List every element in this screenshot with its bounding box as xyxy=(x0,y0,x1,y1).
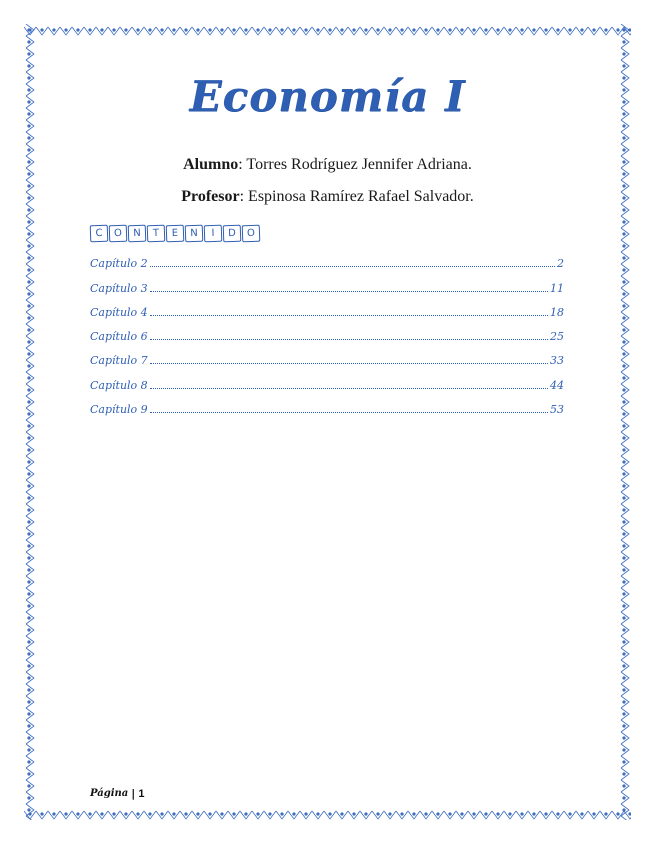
border-dot xyxy=(556,28,559,31)
border-dot xyxy=(544,812,547,815)
border-dot xyxy=(622,220,625,223)
border-dot xyxy=(622,760,625,763)
border-dot xyxy=(112,28,115,31)
border-zigzag-segment xyxy=(26,816,34,820)
contents-letter: I xyxy=(204,225,223,243)
border-dot xyxy=(400,28,403,31)
border-dot xyxy=(27,580,30,583)
border-dot xyxy=(148,812,151,815)
border-dot xyxy=(27,292,30,295)
toc-leader-dots xyxy=(150,338,548,340)
border-dot xyxy=(622,208,625,211)
border-dot xyxy=(27,124,30,127)
border-dot xyxy=(622,28,625,31)
border-dot xyxy=(64,812,67,815)
border-dot xyxy=(622,724,625,727)
border-dot xyxy=(424,28,427,31)
border-dot xyxy=(27,616,30,619)
border-dot xyxy=(622,364,625,367)
border-dot xyxy=(27,484,30,487)
student-name: : Torres Rodríguez Jennifer Adriana. xyxy=(238,156,472,173)
document-title: Economía I xyxy=(189,72,466,121)
toc-entry[interactable] xyxy=(90,295,564,319)
border-dot xyxy=(556,812,559,815)
border-dot xyxy=(622,736,625,739)
contents-letter: E xyxy=(166,225,185,243)
border-dot xyxy=(412,812,415,815)
border-dot xyxy=(622,796,625,799)
border-dot xyxy=(88,812,91,815)
border-dot xyxy=(622,352,625,355)
border-dot xyxy=(27,664,30,667)
contents-letter: C xyxy=(90,225,109,243)
border-dot xyxy=(472,28,475,31)
border-dot xyxy=(508,28,511,31)
border-dot xyxy=(622,640,625,643)
border-dot xyxy=(27,772,30,775)
border-dot xyxy=(622,544,625,547)
contents-letter: D xyxy=(223,225,242,243)
contents-letter: N xyxy=(185,225,204,243)
decorative-border-top xyxy=(24,24,631,36)
border-dot xyxy=(27,232,30,235)
border-dot xyxy=(64,28,67,31)
toc-entry-page: 18 xyxy=(550,305,564,319)
border-dot xyxy=(27,700,30,703)
border-dot xyxy=(27,208,30,211)
border-dot xyxy=(27,808,30,811)
border-dot xyxy=(268,28,271,31)
toc-entry[interactable] xyxy=(90,319,564,343)
contents-letter: N xyxy=(128,225,147,243)
border-dot xyxy=(532,812,535,815)
border-dot xyxy=(622,568,625,571)
border-dot xyxy=(448,812,451,815)
border-dot xyxy=(27,520,30,523)
border-dot xyxy=(268,812,271,815)
border-dot xyxy=(27,316,30,319)
border-dot xyxy=(208,28,211,31)
student-line xyxy=(0,156,655,174)
border-dot xyxy=(496,812,499,815)
border-dot xyxy=(622,484,625,487)
border-dot xyxy=(568,28,571,31)
page-footer xyxy=(90,787,144,800)
border-dot xyxy=(376,812,379,815)
border-pattern-icon xyxy=(619,24,631,820)
border-dot xyxy=(424,812,427,815)
border-dot xyxy=(592,812,595,815)
border-dot xyxy=(580,812,583,815)
border-dot xyxy=(622,628,625,631)
border-dot xyxy=(364,812,367,815)
border-dot xyxy=(460,28,463,31)
border-dot xyxy=(622,436,625,439)
border-dot xyxy=(208,812,211,815)
border-dot xyxy=(27,796,30,799)
border-dot xyxy=(622,604,625,607)
border-dot xyxy=(280,28,283,31)
border-dot xyxy=(136,28,139,31)
border-dot xyxy=(622,388,625,391)
border-dot xyxy=(622,244,625,247)
border-dot xyxy=(244,28,247,31)
border-dot xyxy=(622,292,625,295)
toc-leader-dots xyxy=(150,290,548,292)
border-dot xyxy=(622,148,625,151)
border-dot xyxy=(622,424,625,427)
border-dot xyxy=(328,28,331,31)
toc-entry-label: Capítulo 6 xyxy=(90,330,148,344)
border-dot xyxy=(622,664,625,667)
border-dot xyxy=(27,436,30,439)
border-dot xyxy=(27,652,30,655)
border-dot xyxy=(340,28,343,31)
border-dot xyxy=(184,812,187,815)
border-dot xyxy=(472,812,475,815)
border-dot xyxy=(76,28,79,31)
contents-letter: O xyxy=(109,225,128,243)
border-dot xyxy=(622,508,625,511)
border-dot xyxy=(27,388,30,391)
border-dot xyxy=(40,812,43,815)
border-dot xyxy=(244,812,247,815)
border-dot xyxy=(622,136,625,139)
border-pattern-icon xyxy=(24,24,36,820)
toc-entry-page: 33 xyxy=(550,354,564,368)
border-dot xyxy=(196,28,199,31)
toc-entry-label: Capítulo 3 xyxy=(90,281,148,295)
border-dot xyxy=(622,448,625,451)
border-dot xyxy=(27,496,30,499)
border-dot xyxy=(622,808,625,811)
border-dot xyxy=(412,28,415,31)
border-dot xyxy=(622,676,625,679)
border-dot xyxy=(622,472,625,475)
border-dot xyxy=(27,688,30,691)
border-dot xyxy=(304,28,307,31)
border-dot xyxy=(27,592,30,595)
toc-entry-page: 25 xyxy=(550,330,564,344)
toc-entry-label: Capítulo 4 xyxy=(90,305,148,319)
border-dot xyxy=(292,28,295,31)
border-dot xyxy=(256,812,259,815)
border-dot xyxy=(27,328,30,331)
border-dot xyxy=(622,340,625,343)
border-dot xyxy=(27,376,30,379)
border-dot xyxy=(316,28,319,31)
border-dot xyxy=(76,812,79,815)
border-dot xyxy=(27,304,30,307)
border-dot xyxy=(622,232,625,235)
footer-page-number: 1 xyxy=(138,787,145,800)
border-dot xyxy=(622,328,625,331)
decorative-border-left xyxy=(24,24,36,820)
toc-entry-page: 2 xyxy=(557,257,564,271)
toc-entry[interactable] xyxy=(90,343,564,367)
border-dot xyxy=(622,688,625,691)
border-dot xyxy=(352,28,355,31)
border-dot xyxy=(27,412,30,415)
border-dot xyxy=(622,64,625,67)
border-dot xyxy=(622,712,625,715)
border-dot xyxy=(328,812,331,815)
border-dot xyxy=(448,28,451,31)
border-dot xyxy=(376,28,379,31)
border-dot xyxy=(27,472,30,475)
footer-page-label: Página xyxy=(90,788,129,799)
border-dot xyxy=(27,568,30,571)
toc-entry-label: Capítulo 9 xyxy=(90,403,148,417)
border-dot xyxy=(622,580,625,583)
border-dot xyxy=(27,148,30,151)
border-dot xyxy=(172,812,175,815)
border-dot xyxy=(124,28,127,31)
border-dot xyxy=(27,340,30,343)
border-dot xyxy=(40,28,43,31)
border-dot xyxy=(316,812,319,815)
toc-entry-label: Capítulo 7 xyxy=(90,354,148,368)
border-dot xyxy=(622,592,625,595)
border-dot xyxy=(27,544,30,547)
border-dot xyxy=(304,812,307,815)
border-dot xyxy=(220,28,223,31)
border-dot xyxy=(520,28,523,31)
toc-entry-page: 11 xyxy=(550,281,564,295)
border-dot xyxy=(622,316,625,319)
border-dot xyxy=(27,220,30,223)
border-dot xyxy=(622,700,625,703)
border-dot xyxy=(27,28,30,31)
border-dot xyxy=(520,812,523,815)
border-dot xyxy=(604,28,607,31)
decorative-border-bottom xyxy=(24,808,631,820)
footer-separator: | xyxy=(131,787,136,800)
border-dot xyxy=(27,136,30,139)
border-zigzag-segment xyxy=(621,816,629,820)
border-dot xyxy=(292,812,295,815)
border-dot xyxy=(27,448,30,451)
toc-entry-label: Capítulo 8 xyxy=(90,378,148,392)
border-dot xyxy=(160,28,163,31)
border-dot xyxy=(52,812,55,815)
border-dot xyxy=(352,812,355,815)
border-dot xyxy=(52,28,55,31)
border-dot xyxy=(27,676,30,679)
border-dot xyxy=(232,812,235,815)
border-dot xyxy=(622,520,625,523)
border-dot xyxy=(27,352,30,355)
border-dot xyxy=(160,812,163,815)
border-dot xyxy=(27,256,30,259)
border-dot xyxy=(496,28,499,31)
toc-entry[interactable] xyxy=(90,246,564,270)
border-dot xyxy=(532,28,535,31)
border-dot xyxy=(622,280,625,283)
border-dot xyxy=(622,748,625,751)
toc-entry-page: 44 xyxy=(550,378,564,392)
border-dot xyxy=(232,28,235,31)
border-dot xyxy=(622,652,625,655)
contents-heading xyxy=(90,225,261,243)
border-dot xyxy=(622,400,625,403)
toc-leader-dots xyxy=(150,265,555,267)
border-pattern-icon xyxy=(24,25,631,36)
border-dot xyxy=(622,412,625,415)
border-dot xyxy=(88,28,91,31)
border-dot xyxy=(100,812,103,815)
border-dot xyxy=(27,268,30,271)
border-dot xyxy=(364,28,367,31)
toc-leader-dots xyxy=(150,387,548,389)
contents-letter: T xyxy=(147,225,166,243)
border-dot xyxy=(100,28,103,31)
border-dot xyxy=(436,28,439,31)
border-dot xyxy=(27,760,30,763)
toc-entry[interactable] xyxy=(90,367,564,391)
professor-line xyxy=(0,188,655,206)
border-dot xyxy=(27,640,30,643)
toc-entry-page: 53 xyxy=(550,403,564,417)
border-dot xyxy=(622,304,625,307)
border-dot xyxy=(622,460,625,463)
border-dot xyxy=(27,532,30,535)
border-dot xyxy=(27,736,30,739)
border-dot xyxy=(27,460,30,463)
border-dot xyxy=(340,812,343,815)
student-label: Alumno xyxy=(183,156,239,173)
border-dot xyxy=(622,376,625,379)
toc-entry-label: Capítulo 2 xyxy=(90,257,148,271)
border-dot xyxy=(27,748,30,751)
border-dot xyxy=(508,812,511,815)
border-dot xyxy=(27,604,30,607)
border-dot xyxy=(184,28,187,31)
contents-letter: O xyxy=(242,225,261,243)
professor-label: Profesor xyxy=(181,188,240,205)
toc-leader-dots xyxy=(150,362,548,364)
border-dot xyxy=(622,40,625,43)
border-dot xyxy=(27,508,30,511)
toc-entry[interactable] xyxy=(90,392,564,416)
border-dot xyxy=(27,52,30,55)
border-dot xyxy=(27,280,30,283)
border-dot xyxy=(622,772,625,775)
border-dot xyxy=(148,28,151,31)
border-dot xyxy=(256,28,259,31)
border-dot xyxy=(604,812,607,815)
border-dot xyxy=(388,28,391,31)
border-dot xyxy=(400,812,403,815)
border-dot xyxy=(112,812,115,815)
border-dot xyxy=(220,812,223,815)
border-dot xyxy=(27,556,30,559)
border-dot xyxy=(172,28,175,31)
border-dot xyxy=(622,268,625,271)
toc-leader-dots xyxy=(150,411,548,413)
toc-entry[interactable] xyxy=(90,270,564,294)
border-dot xyxy=(27,64,30,67)
border-dot xyxy=(622,784,625,787)
toc-leader-dots xyxy=(150,314,548,316)
border-dot xyxy=(622,124,625,127)
border-dot xyxy=(592,28,595,31)
border-pattern-icon xyxy=(24,809,631,820)
border-dot xyxy=(136,812,139,815)
border-dot xyxy=(622,532,625,535)
border-dot xyxy=(27,244,30,247)
border-dot xyxy=(622,496,625,499)
border-dot xyxy=(27,424,30,427)
table-of-contents xyxy=(90,246,564,416)
border-dot xyxy=(580,28,583,31)
border-dot xyxy=(27,724,30,727)
border-dot xyxy=(568,812,571,815)
border-dot xyxy=(124,812,127,815)
border-dot xyxy=(484,812,487,815)
border-dot xyxy=(196,812,199,815)
border-dot xyxy=(27,784,30,787)
border-dot xyxy=(27,40,30,43)
border-dot xyxy=(622,556,625,559)
border-dot xyxy=(622,52,625,55)
border-dot xyxy=(622,616,625,619)
border-dot xyxy=(27,628,30,631)
border-dot xyxy=(27,712,30,715)
professor-name: : Espinosa Ramírez Rafael Salvador. xyxy=(239,188,474,205)
border-dot xyxy=(280,812,283,815)
border-dot xyxy=(436,812,439,815)
border-dot xyxy=(460,812,463,815)
border-dot xyxy=(622,256,625,259)
border-dot xyxy=(388,812,391,815)
decorative-border-right xyxy=(619,24,631,820)
border-dot xyxy=(544,28,547,31)
border-dot xyxy=(27,400,30,403)
border-dot xyxy=(27,364,30,367)
border-dot xyxy=(484,28,487,31)
